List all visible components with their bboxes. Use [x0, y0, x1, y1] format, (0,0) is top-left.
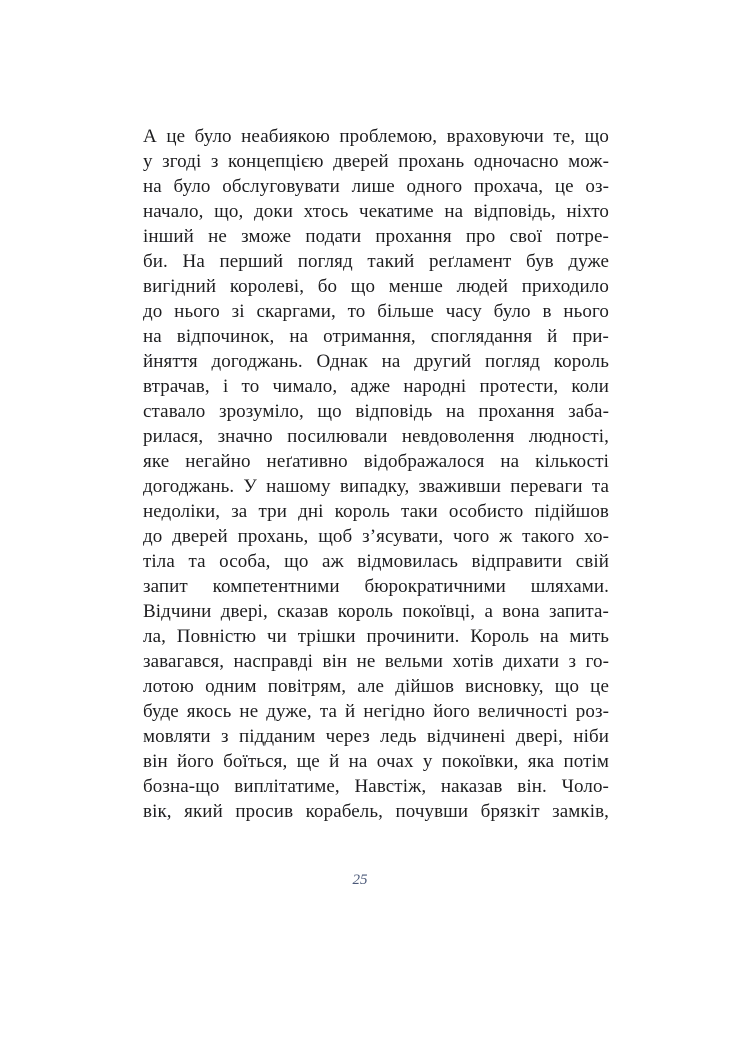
text-line: до дверей прохань, щоб з’ясувати, чого ж такого хо-	[143, 526, 609, 547]
text-line: недоліки, за три дні король таки особисто підійшов	[143, 501, 609, 522]
text-line: запит компетентними бюрократичними шляхами.	[143, 576, 609, 597]
text-line: рилася, значно посилювали невдоволення людності,	[143, 426, 609, 447]
text-line: лотою одним повітрям, але дійшов висновку, що це	[143, 676, 609, 697]
text-line: йняття догоджань. Однак на другий погляд король	[143, 351, 609, 372]
text-line: вигідний королеві, бо що менше людей приходило	[143, 276, 609, 297]
text-line: буде якось не дуже, та й негідно його величності роз-	[143, 701, 609, 722]
page-number: 25	[352, 872, 368, 888]
text-line: завагався, насправді він не вельми хотів дихати з го-	[143, 651, 609, 672]
text-line: яке негайно неґативно відображалося на кількості	[143, 451, 609, 472]
body-text-block	[143, 124, 609, 824]
text-line: мовляти з підданим через ледь відчинені двері, ніби	[143, 726, 609, 747]
text-line: у згоді з концепцією дверей прохань одночасно мож-	[143, 151, 609, 172]
text-line: на відпочинок, на отримання, споглядання й при-	[143, 326, 609, 347]
text-line: втрачав, і то чимало, адже народні протести, коли	[143, 376, 609, 397]
text-line: бозна-що виплітатиме, Навстіж, наказав він. Чоло-	[143, 776, 609, 797]
text-line: інший не зможе подати прохання про свої потре-	[143, 226, 609, 247]
text-line: Відчини двері, сказав король покоївці, а вона запита-	[143, 601, 609, 622]
text-line: тіла та особа, що аж відмовилась відправити свій	[143, 551, 609, 572]
text-line: він його боїться, ще й на очах у покоївки, яка потім	[143, 751, 609, 772]
text-line: начало, що, доки хтось чекатиме на відповідь, ніхто	[143, 201, 609, 222]
text-line: би. На перший погляд такий реґламент був дуже	[143, 251, 609, 272]
text-line: догоджань. У нашому випадку, зваживши переваги та	[143, 476, 609, 497]
text-line: А це було неабиякою проблемою, враховуючи те, що	[143, 126, 609, 147]
text-line: на було обслуговувати лише одного прохача, це оз-	[143, 176, 609, 197]
text-line: ставало зрозуміло, що відповідь на прохання заба-	[143, 401, 609, 422]
text-line: вік, який просив корабель, почувши брязкіт замків,	[143, 801, 609, 822]
text-line: ла, Повністю чи трішки прочинити. Король на мить	[143, 626, 609, 647]
text-line: до нього зі скаргами, то більше часу було в нього	[143, 301, 609, 322]
